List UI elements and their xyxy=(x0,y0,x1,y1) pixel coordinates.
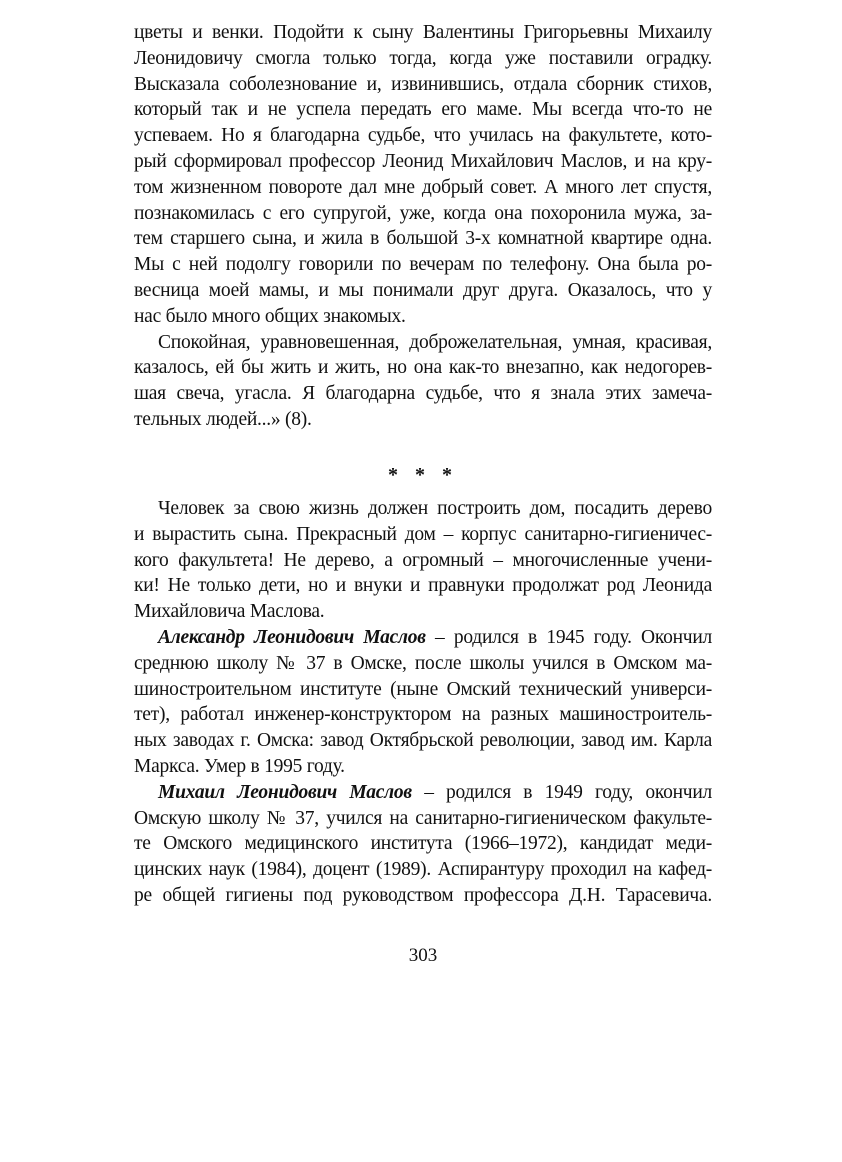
text-line: тельных людей...» (8). xyxy=(134,408,312,430)
text-line: казалось, ей бы жить и жить, но она как-то внезапно, как недогорев- xyxy=(134,357,712,379)
text-line: те Омского медицинского института (1966–1972), кандидат меди- xyxy=(134,833,712,855)
text-line: ных заводах г. Омска: завод Октябрьской революции, завод им. Карла xyxy=(134,730,712,752)
text-line-mikhail xyxy=(134,780,712,806)
text-line: том жизненном повороте дал мне добрый совет. А много лет спустя, xyxy=(134,176,712,198)
text-line: ре общей гигиены под руководством профессора Д.Н. Тарасевича. xyxy=(134,884,712,906)
text-line: Мы с ней подолгу говорили по вечерам по телефону. Она была ро- xyxy=(134,254,712,276)
text-fragment: – родился в 1945 году. Окончил xyxy=(425,626,712,648)
text-line: рый сформировал профессор Леонид Михайлович Маслов, и на кру- xyxy=(134,150,712,172)
text-line: успеваем. Но я благодарна судьбе, что училась на факультете, кото- xyxy=(134,125,712,147)
text-line: Высказала соболезнование и, извинившись, отдала сборник стихов, xyxy=(134,73,712,95)
paragraph-block-2 xyxy=(134,496,712,909)
text-line: и вырастить сына. Прекрасный дом – корпус санитарно-гигиеничес- xyxy=(134,523,712,545)
text-line: Михайловича Маслова. xyxy=(134,601,325,623)
text-line: тет), работал инженер-конструктором на разных машиностроитель- xyxy=(134,704,712,726)
text-line: цинских наук (1984), доцент (1989). Аспирантуру проходил на кафед- xyxy=(134,859,712,881)
section-separator: * * * xyxy=(388,464,458,486)
text-line: шиностроительном институте (ныне Омский технический универси- xyxy=(134,678,712,700)
text-fragment: – родился в 1949 году, окончил xyxy=(411,781,712,803)
text-line: познакомилась с его супругой, уже, когда она похоронила мужа, за- xyxy=(134,202,712,224)
paragraph-block-1 xyxy=(134,20,712,433)
text-line: кого факультета! Не дерево, а огромный – многочисленные учени- xyxy=(134,549,712,571)
book-page xyxy=(134,20,712,966)
text-line: весница моей мамы, и мы понимали друг друга. Оказалось, что у xyxy=(134,279,712,301)
text-line: Человек за свою жизнь должен построить дом, посадить дерево xyxy=(158,498,712,519)
person-name-mikhail: Михаил Леонидович Маслов xyxy=(158,781,412,803)
person-name-alexander: Александр Леонидович Маслов xyxy=(158,626,426,648)
text-line: который так и не успела передать его маме. Мы всегда что-то не xyxy=(134,99,712,121)
page-number: 303 xyxy=(408,945,438,966)
text-line: шая свеча, угасла. Я благодарна судьбе, что я знала этих замеча- xyxy=(134,383,712,405)
text-line: нас было много общих знакомых. xyxy=(134,305,406,327)
text-line: тем старшего сына, и жила в большой 3-х комнатной квартире одна. xyxy=(134,228,712,250)
text-line: ки! Не только дети, но и внуки и правнуки продолжат род Леонида xyxy=(134,575,712,597)
text-line-alexander xyxy=(134,625,712,651)
text-line: Омскую школу № 37, учился на санитарно-гигиеническом факульте- xyxy=(134,807,712,829)
text-line: Маркса. Умер в 1995 году. xyxy=(134,755,345,777)
text-line: среднюю школу № 37 в Омске, после школы учился в Омском ма- xyxy=(134,652,712,674)
text-line: цветы и венки. Подойти к сыну Валентины Григорьевны Михаилу xyxy=(134,22,712,43)
text-line: Спокойная, уравновешенная, доброжелательная, умная, красивая, xyxy=(158,331,712,353)
text-line: Леонидовичу смогла только тогда, когда уже поставили оградку. xyxy=(134,47,712,69)
